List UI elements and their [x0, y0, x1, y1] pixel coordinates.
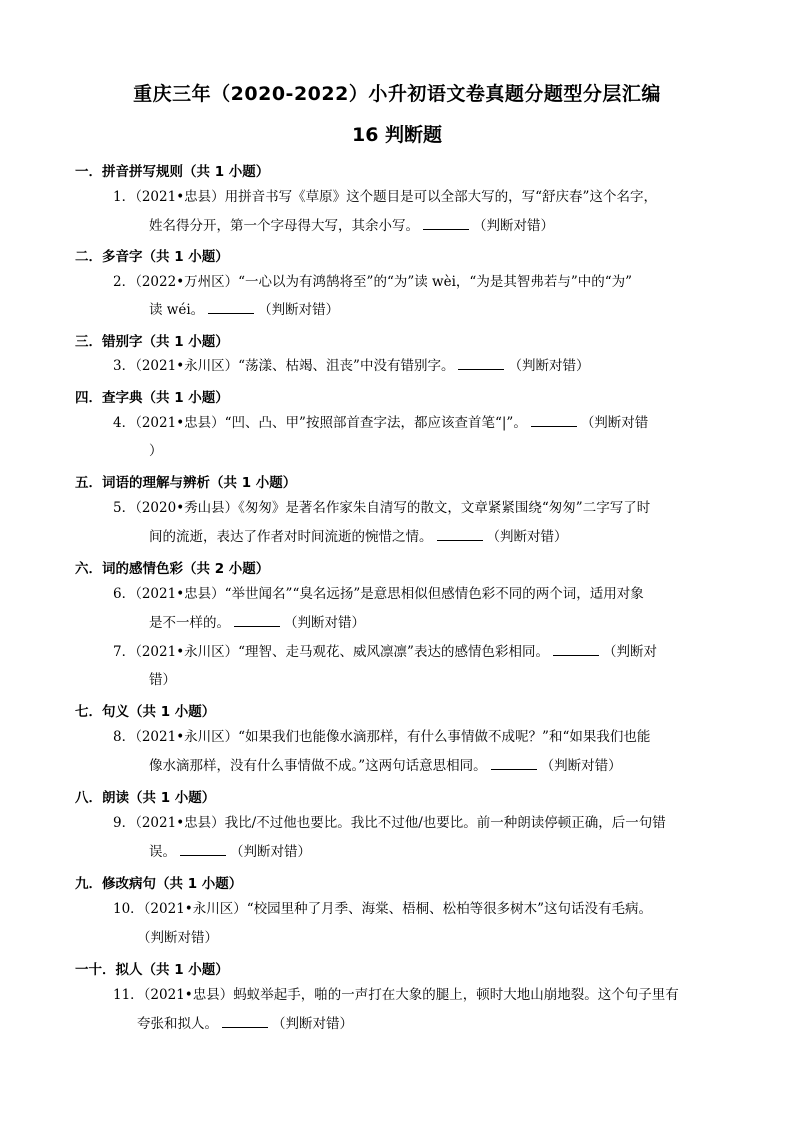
question-line: 9．（2021•忠县）我比/不过他也要比。我比不过他/也要比。前一种朗读停顿正确，后一句错: [113, 815, 666, 831]
answer-blank[interactable]: [208, 299, 254, 314]
question-hint: （判断对错）: [230, 844, 311, 860]
question-text: 姓名得分开，第一个字母得大写，其余小写。: [149, 218, 419, 234]
question-line: 1．（2021•忠县）用拼音书写《草原》这个题目是可以全部大写的，写“舒庆春”这个名字，: [113, 189, 657, 205]
question-text: 像水滴那样，没有什么事情做不成。”这两句话意思相同。: [149, 758, 487, 774]
question-line: [137, 1010, 353, 1039]
question-text: 7．（2021•永川区）“理智、走马观花、威风凛凛”表达的感情色彩相同。: [113, 644, 549, 660]
section-heading: 一．拼音拼写规则（共 1 小题）: [75, 164, 270, 180]
question-line: ）: [149, 443, 163, 459]
question-text: 是不一样的。: [149, 615, 230, 631]
question-text: 3．（2021•永川区）“荡漾、枯竭、沮丧”中没有错别字。: [113, 358, 455, 374]
answer-blank[interactable]: [437, 526, 483, 541]
answer-blank[interactable]: [491, 755, 537, 770]
answer-blank[interactable]: [423, 215, 469, 230]
section-heading: 一十．拟人（共 1 小题）: [75, 962, 229, 978]
document-title: 重庆三年（2020-2022）小升初语文卷真题分题型分层汇编: [133, 83, 661, 105]
question-line: [149, 212, 554, 241]
question-hint: （判断对错: [580, 415, 649, 431]
section-heading: 三．错别字（共 1 小题）: [75, 334, 229, 350]
question-hint: （判断对错）: [486, 529, 568, 545]
question-line: [149, 296, 339, 325]
question-hint: （判断对错）: [508, 358, 590, 374]
question-line: [113, 409, 648, 438]
question-text: 间的流逝，表达了作者对时间流逝的惋惜之情。: [149, 529, 433, 545]
answer-blank[interactable]: [531, 412, 577, 427]
question-line: 6．（2021•忠县）“举世闻名”“臭名远扬”是意思相似但感情色彩不同的两个词，适用对象: [113, 586, 644, 602]
section-heading: 九．修改病句（共 1 小题）: [75, 876, 243, 892]
question-hint: （判断对错）: [473, 218, 554, 234]
question-hint: （判断对错）: [258, 302, 340, 318]
question-line: [149, 752, 622, 781]
question-line: [149, 523, 568, 552]
question-hint: （判断对: [602, 644, 657, 660]
question-hint: （判断对错）: [284, 615, 365, 631]
question-line: [149, 609, 365, 638]
question-line: 错）: [149, 672, 176, 688]
answer-blank[interactable]: [458, 355, 504, 370]
section-heading: 四．查字典（共 1 小题）: [75, 390, 229, 406]
answer-blank[interactable]: [222, 1013, 268, 1028]
section-heading: 六．词的感情色彩（共 2 小题）: [75, 561, 270, 577]
question-line: 2．（2022•万州区）“一心以为有鸿鹄将至”的“为”读 wèi，“为是其智弗若与”中的“为”: [113, 274, 633, 290]
question-line: 8．（2021•永川区）“如果我们也能像水滴那样，有什么事情做不成呢？”和“如果我们也能: [113, 729, 651, 745]
section-heading: 二．多音字（共 1 小题）: [75, 249, 229, 265]
question-line: [149, 838, 311, 867]
question-line: 5．（2020•秀山县）《匆匆》是著名作家朱自清写的散文，文章紧紧围绕“匆匆”二字写了时: [113, 500, 651, 516]
section-heading: 五．词语的理解与辨析（共 1 小题）: [75, 475, 297, 491]
section-heading: 七．句义（共 1 小题）: [75, 704, 216, 720]
question-line: [113, 638, 657, 667]
question-text: 误。: [149, 844, 176, 860]
question-line: [113, 352, 589, 381]
question-text: 读 wéi。: [149, 302, 205, 318]
question-line: 10．（2021•永川区）“校园里种了月季、海棠、梧桐、松柏等很多树木”这句话没有毛病。: [113, 901, 653, 917]
answer-blank[interactable]: [180, 841, 226, 856]
question-text: 夸张和拟人。: [137, 1016, 218, 1032]
question-text: 4．（2021•忠县）“凹、凸、甲”按照部首查字法，都应该查首笔“|”。: [113, 415, 527, 431]
question-line: （判断对错）: [137, 930, 218, 946]
section-heading: 八．朗读（共 1 小题）: [75, 790, 216, 806]
question-hint: （判断对错）: [272, 1016, 353, 1032]
question-hint: （判断对错）: [540, 758, 622, 774]
document-subtitle: 16 判断题: [351, 124, 443, 146]
answer-blank[interactable]: [553, 641, 599, 656]
question-line: 11．（2021•忠县）蚂蚁举起手，啪的一声打在大象的腿上，顿时大地山崩地裂。这个句子里有: [113, 987, 679, 1003]
answer-blank[interactable]: [234, 612, 280, 627]
